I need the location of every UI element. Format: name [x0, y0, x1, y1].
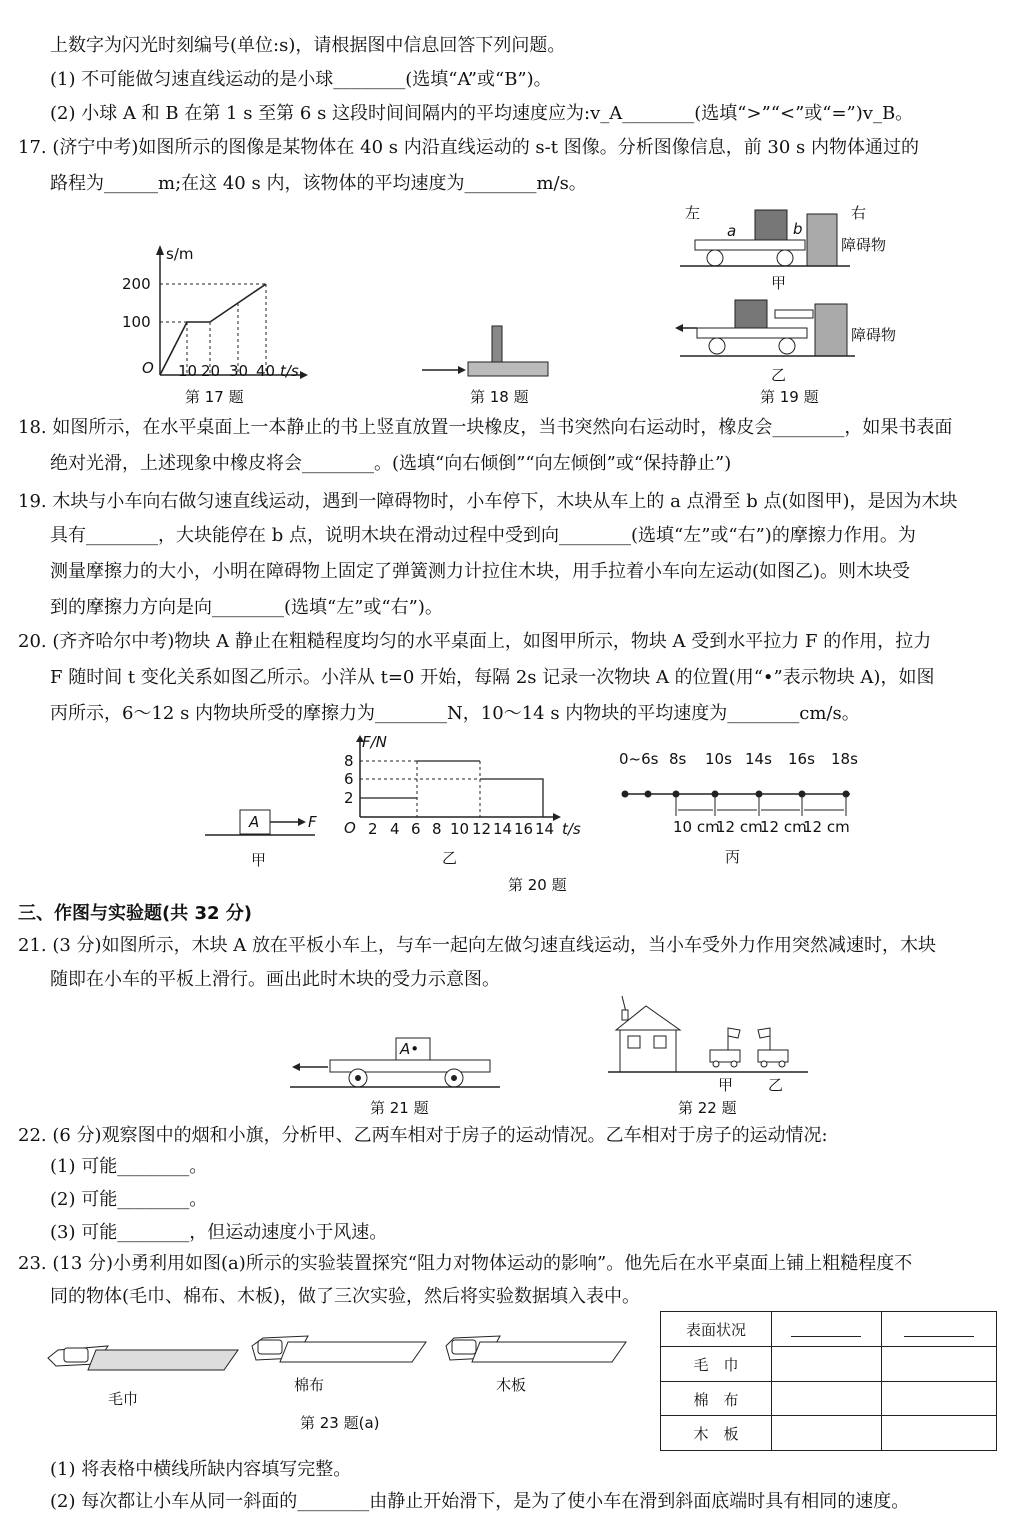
table-cell: [771, 1347, 882, 1381]
tick-label: 4: [390, 820, 400, 838]
label-a: a: [727, 222, 737, 240]
label-obstacle: 障碍物: [851, 326, 897, 344]
text-line: 路程为______m;在这 40 s 内，该物体的平均速度为________m/s。: [50, 173, 587, 194]
question-23: 23. (13 分)小勇利用如图(a)所示的实验装置探究“阻力对物体运动的影响”。他先后在水平桌面上铺上粗糙程度不: [18, 1253, 913, 1274]
time-label: 18s: [831, 750, 858, 768]
label-bing: 丙: [725, 848, 741, 866]
table-row-label: 毛 巾: [661, 1347, 772, 1381]
figure-19: [675, 200, 915, 390]
y-axis-label: F/N: [362, 733, 387, 751]
table-row: [661, 1381, 996, 1416]
label-jia: 甲: [251, 851, 267, 869]
label-cotton: 棉布: [294, 1376, 325, 1394]
text-line: 随即在小车的平板上滑行。画出此时木块的受力示意图。: [50, 969, 500, 990]
tick-label: 100: [122, 313, 151, 331]
text-line: (1) 将表格中横线所缺内容填写完整。: [50, 1459, 352, 1480]
tick-label: 8: [432, 820, 442, 838]
table-header-cell: 表面状况: [661, 1312, 772, 1346]
label-b: b: [793, 220, 803, 238]
table-blank-cell: [881, 1312, 996, 1346]
tick-label: 10: [178, 362, 198, 380]
tick-label: 8: [344, 752, 354, 770]
text-line: (2) 每次都让小车从同一斜面的________由静止开始滑下，是为了使小车在滑到斜面底端时具有相同的速度。: [50, 1491, 910, 1512]
label-jia: 甲: [718, 1076, 734, 1094]
question-17: 17. (济宁中考)如图所示的图像是某物体在 40 s 内沿直线运动的 s-t 图像。分析图像信息，前 30 s 内物体通过的: [18, 137, 919, 158]
text-line: 测量摩擦力的大小，小明在障碍物上固定了弹簧测力计拉住木块，用手拉着小车向左运动(如图乙)。则木块受: [50, 561, 911, 582]
time-label: 0~6s: [619, 750, 659, 768]
tick-label: 14: [535, 820, 555, 838]
tick-label: 16: [514, 820, 534, 838]
table-row: [661, 1346, 996, 1381]
section-heading: 三、作图与实验题(共 32 分): [18, 903, 253, 924]
table-blank-cell: [771, 1312, 882, 1346]
table-header-row: [661, 1312, 996, 1346]
table-row-label: 棉 布: [661, 1382, 772, 1416]
text-line: (2) 小球 A 和 B 在第 1 s 至第 6 s 这段时间间隔内的平均速度应为:v_A________(选填“>”“<”或“=”)v_B。: [50, 103, 914, 124]
label-obstacle: 障碍物: [841, 236, 887, 254]
text-line: (3) 可能________，但运动速度小于风速。: [50, 1222, 388, 1243]
text-line: (1) 不可能做匀速直线运动的是小球________(选填“A”或“B”)。: [50, 69, 552, 90]
tick-label: 20: [201, 362, 221, 380]
table-cell: [771, 1382, 882, 1416]
tick-label: 10: [450, 820, 470, 838]
table-cell: [881, 1416, 996, 1450]
figure-18: [420, 320, 570, 380]
time-label: 16s: [788, 750, 815, 768]
figure-21: [290, 1034, 500, 1094]
figure-22: [608, 992, 818, 1092]
question-21: 21. (3 分)如图所示，木块 A 放在平板小车上，与车一起向左做匀速直线运动，当小车受外力作用突然减速时，木块: [18, 935, 937, 956]
caption-20: 第 20 题: [508, 876, 567, 894]
figure-23: [48, 1330, 638, 1410]
tick-label: 2: [344, 789, 354, 807]
label-yi: 乙: [771, 366, 787, 384]
label-yi: 乙: [768, 1076, 784, 1094]
table-cell: [771, 1416, 882, 1450]
caption-18: 第 18 题: [470, 388, 529, 406]
label-right: 右: [851, 204, 867, 222]
x-axis-label: t/s: [562, 820, 581, 838]
figure-17-graph: [122, 245, 310, 385]
text-line: 同的物体(毛巾、棉布、木板)，做了三次实验，然后将实验数据填入表中。: [50, 1286, 641, 1307]
label-board: 木板: [496, 1376, 527, 1394]
time-label: 14s: [745, 750, 772, 768]
time-label: 10s: [705, 750, 732, 768]
label-jia: 甲: [771, 274, 787, 292]
data-table: [660, 1311, 997, 1451]
origin-label: O: [344, 819, 356, 837]
label-towel: 毛巾: [108, 1390, 139, 1408]
label-left: 左: [685, 204, 701, 222]
question-20: 20. (齐齐哈尔中考)物块 A 静止在粗糙程度均匀的水平桌面上，如图甲所示，物块 A 受到水平拉力 F 的作用，拉力: [18, 631, 932, 652]
distance-label: 12 cm: [803, 818, 850, 836]
table-cell: [881, 1382, 996, 1416]
distance-label: 10 cm: [673, 818, 720, 836]
tick-label: 2: [368, 820, 378, 838]
tick-label: 6: [344, 770, 354, 788]
text-line: 上数字为闪光时刻编号(单位:s)，请根据图中信息回答下列问题。: [50, 35, 566, 56]
block-a-label: A: [249, 813, 260, 831]
x-axis-label: t/s: [280, 362, 299, 380]
caption-19: 第 19 题: [760, 388, 819, 406]
distance-label: 12 cm: [760, 818, 807, 836]
table-row: [661, 1415, 996, 1450]
y-axis-label: s/m: [166, 245, 194, 263]
tick-label: 200: [122, 275, 151, 293]
caption-23: 第 23 题(a): [300, 1414, 380, 1432]
text-line: 丙所示，6～12 s 内物块所受的摩擦力为________N，10～14 s 内物块的平均速度为________cm/s。: [50, 703, 860, 724]
distance-label: 12 cm: [716, 818, 763, 836]
text-line: 到的摩擦力方向是向________(选填“左”或“右”)。: [50, 597, 443, 618]
caption-21: 第 21 题: [370, 1099, 429, 1117]
question-19: 19. 木块与小车向右做匀速直线运动，遇到一障碍物时，小车停下，木块从车上的 a 点滑至 b 点(如图甲)，是因为木块: [18, 491, 958, 512]
table-cell: [881, 1347, 996, 1381]
block-a-label: A•: [400, 1040, 420, 1058]
figure-20-jia: [205, 805, 325, 875]
tick-label: 6: [411, 820, 421, 838]
tick-label: 12: [472, 820, 492, 838]
time-label: 8s: [669, 750, 687, 768]
caption-22: 第 22 题: [678, 1099, 737, 1117]
text-line: 具有________，大块能停在 b 点，说明木块在滑动过程中受到向________(选填“左”或“右”)的摩擦力作用。为: [50, 525, 916, 546]
text-line: F 随时间 t 变化关系如图乙所示。小洋从 t=0 开始，每隔 2s 记录一次物块 A 的位置(用“•”表示物块 A)，如图: [50, 667, 935, 688]
origin-label: O: [142, 359, 154, 377]
caption-17: 第 17 题: [185, 388, 244, 406]
figure-20-yi: [340, 735, 590, 875]
text-line: (2) 可能________。: [50, 1189, 208, 1210]
table-row-label: 木 板: [661, 1416, 772, 1450]
text-line: (1) 可能________。: [50, 1156, 208, 1177]
tick-label: 14: [493, 820, 513, 838]
text-line: 绝对光滑，上述现象中橡皮将会________。(选填“向右倾倒”“向左倾倒”或“保持静止”): [50, 453, 732, 474]
question-18: 18. 如图所示，在水平桌面上一本静止的书上竖直放置一块橡皮，当书突然向右运动时，橡皮会________，如果书表面: [18, 417, 953, 438]
tick-label: 30: [229, 362, 249, 380]
tick-label: 40: [256, 362, 276, 380]
label-yi: 乙: [442, 849, 458, 867]
force-f-label: F: [308, 813, 317, 831]
figure-20-bing: [615, 748, 865, 868]
question-22: 22. (6 分)观察图中的烟和小旗，分析甲、乙两车相对于房子的运动情况。乙车相对于房子的运动情况:: [18, 1125, 828, 1146]
